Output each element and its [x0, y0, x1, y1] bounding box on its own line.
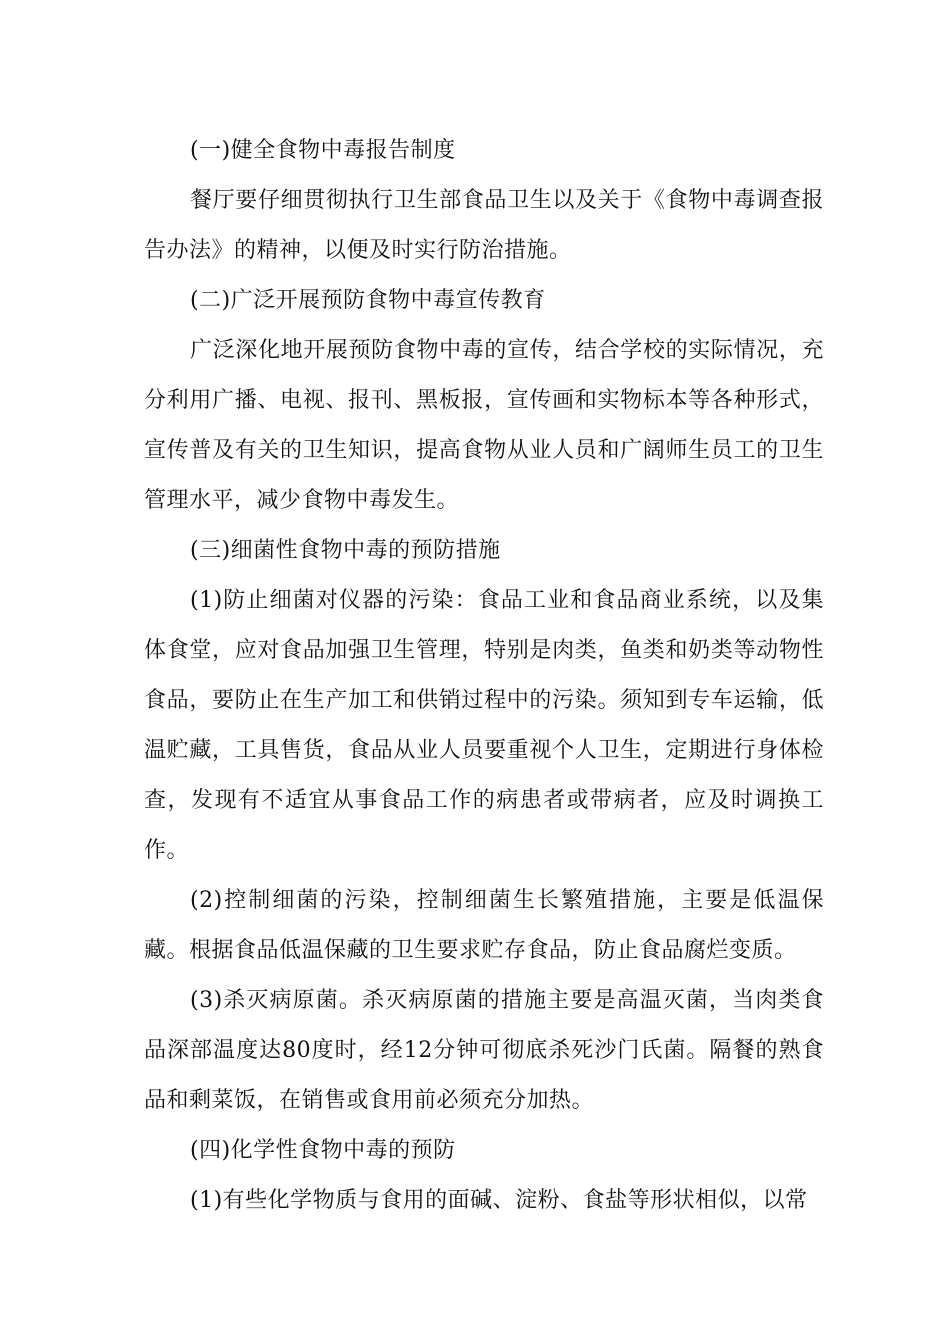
- paragraph-2: 广泛深化地开展预防食物中毒的宣传，结合学校的实际情况，充分利用广播、电视、报刊、黑板报，宣传画和实物标本等各种形式，宣传普及有关的卫生知识，提高食物从业人员和广阔师生员工的卫生管理水平，减少食物中毒发生。: [144, 338, 824, 513]
- section-heading-3: (三)细菌性食物中毒的预防措施: [190, 538, 501, 563]
- paragraph-4: (2)控制细菌的污染，控制细菌生长繁殖措施，主要是低温保藏。根据食品低温保藏的卫生要求贮存食品，防止食品腐烂变质。: [144, 888, 824, 963]
- paragraph-3: (1)防止细菌对仪器的污染：食品工业和食品商业系统，以及集体食堂，应对食品加强卫生管理，特别是肉类，鱼类和奶类等动物性食品，要防止在生产加工和供销过程中的污染。须知到专车运输，低温贮藏，工具售货，食品从业人员要重视个人卫生，定期进行身体检查，发现有不适宜从事食品工作的病患者或带病者，应及时调换工作。: [144, 588, 824, 863]
- section-heading-4: (四)化学性食物中毒的预防: [190, 1138, 456, 1163]
- section-heading-1: (一)健全食物中毒报告制度: [190, 138, 456, 163]
- section-heading-2: (二)广泛开展预防食物中毒宣传教育: [190, 288, 546, 313]
- document-body: [144, 126, 824, 1226]
- paragraph-6: (1)有些化学物质与食用的面碱、淀粉、食盐等形状相似，以常: [190, 1188, 808, 1213]
- paragraph-5: (3)杀灭病原菌。杀灭病原菌的措施主要是高温灭菌，当肉类食品深部温度达80度时，经12分钟可彻底杀死沙门氏菌。隔餐的熟食品和剩菜饭，在销售或食用前必须充分加热。: [144, 988, 824, 1113]
- paragraph-1: 餐厅要仔细贯彻执行卫生部食品卫生以及关于《食物中毒调查报告办法》的精神，以便及时实行防治措施。: [144, 188, 824, 263]
